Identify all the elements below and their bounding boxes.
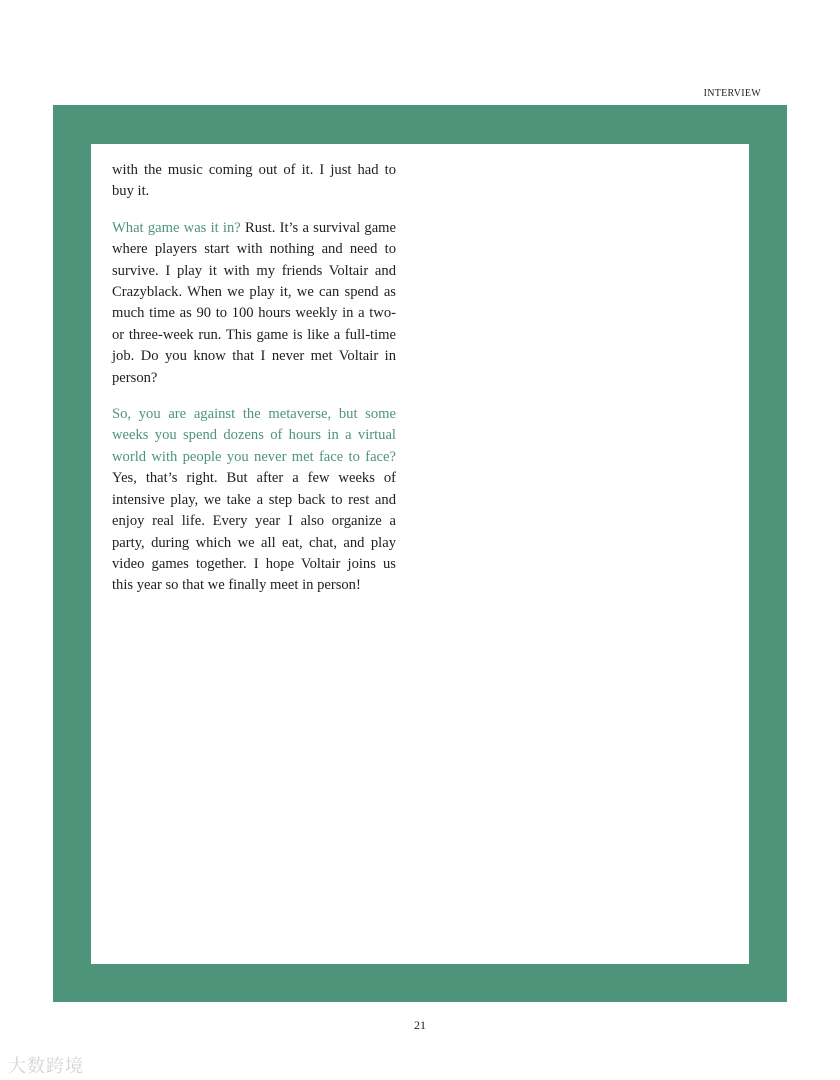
- watermark-logo: 大数跨境: [8, 1056, 84, 1077]
- green-frame: [53, 105, 787, 1002]
- answer-text: Rust. It’s a survival game where players start with nothing and need to survive. I play it with my friends Voltair and Crazyblack. When we play it, we can spend as much time as 90 to 100 hours weekly in a two- or three-week run. This game is like a full-time job. Do you know that I never met Voltair in person?: [112, 219, 396, 386]
- paragraph-2: [112, 218, 396, 389]
- content-panel: [91, 144, 749, 964]
- question-text: So, you are against the metaverse, but some weeks you spend dozens of hours in a virtual world with people you never met face to face?: [112, 406, 396, 465]
- question-text: What game was it in?: [112, 219, 241, 236]
- paragraph-3: [112, 404, 396, 597]
- page-number: 21: [414, 1018, 426, 1032]
- answer-text: Yes, that’s right. But after a few weeks of intensive play, we take a step back to rest and enjoy real life. Every year I also organize a party, during which we all eat, chat, and play video games together. I hope Voltair joins us this year so that we finally meet in person!: [112, 470, 396, 594]
- paragraph-1: [112, 160, 396, 203]
- answer-text: with the music coming out of it. I just had to buy it.: [112, 162, 396, 200]
- section-label: INTERVIEW: [703, 88, 761, 99]
- article-column: [112, 160, 396, 612]
